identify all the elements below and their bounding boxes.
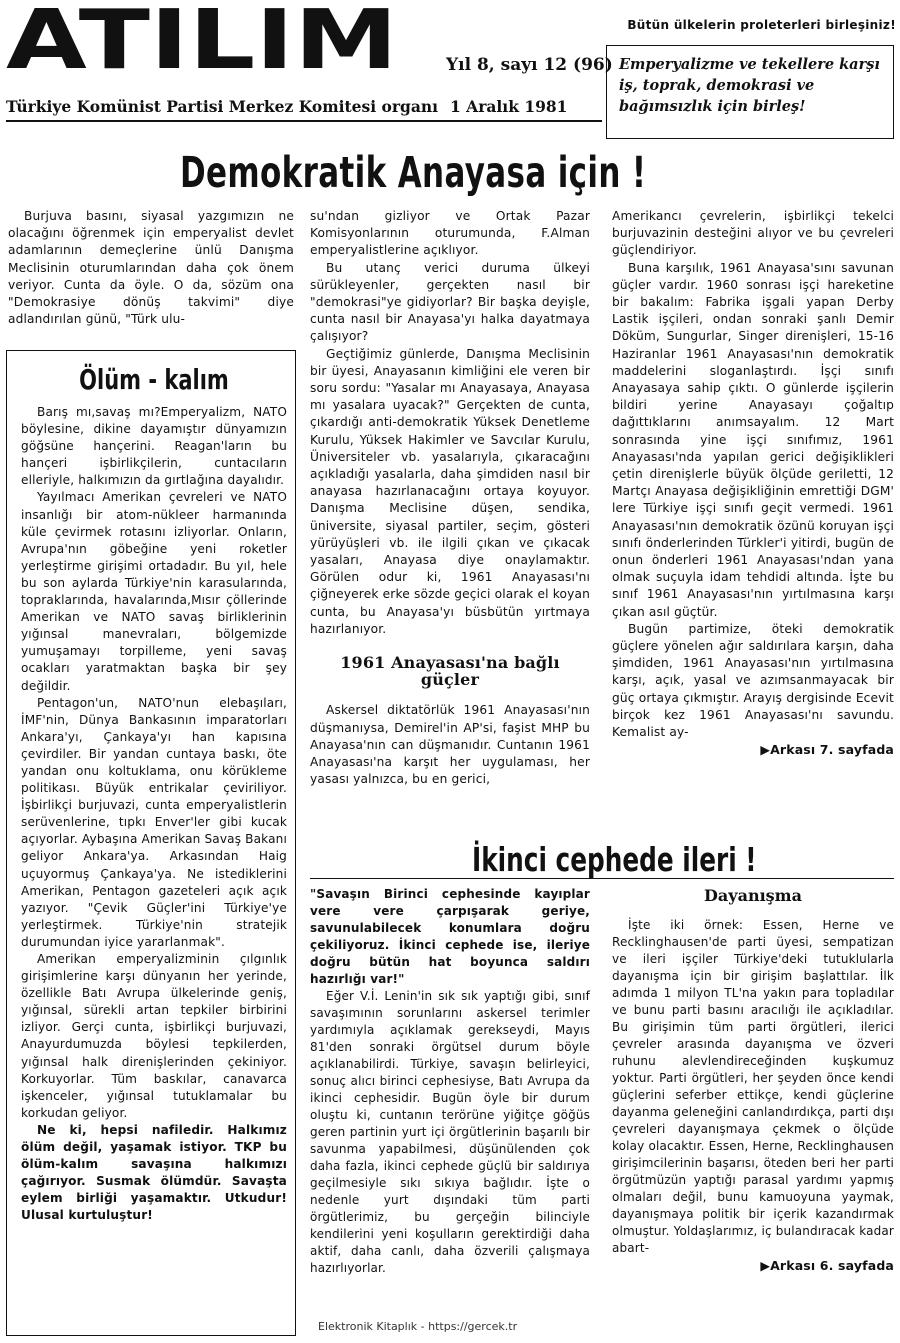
issue-date: 1 Aralık 1981 [450, 97, 568, 116]
second-paragraph: "Savaşın Birinci cephesinde kayıplar vere vere çarpışarak geriye, savunulabilecek konumlara doğru çekiliyoruz. İkinci cephede ise, ileriye doğru bütün hat boyunca saldırı hazırlığı var!" [310, 887, 590, 986]
right-column [612, 208, 894, 759]
solidarity-paragraph: İşte iki örnek: Essen, Herne ve Recklinghausen'de parti üyesi, sempatizan ve ileri işçiler Türkiye'deki tutuklularla dayanışma için bir girişim başlattılar. İlk adımda 1 milyon TL'na yakın para topladılar ve bunu parti basını aracılığı ile açıkladılar. Bu girişimin tüm parti örgütleri, ilerici çevreler arasında dayanışma ve özveri ruhunu alevlendireceğinden kuşkumuz yoktur. Parti örgütleri, her şeyden önce kendi güçlerini seferber ettikçe, kendi güçlerine dayanma geleneğini canlandırdıkça, parti dışı çevreleri dayanışmaya çekmek o ölçüde kolay olacaktır. Essen, Herne, Recklinghausen girişimcilerinin başarısı, öteden beri her parti örgütmüzün yaptığı parasal yardımı yapmış olmaları değil, bunu kamuoyuna yaymak, dayanışmaya politik bir içerik kazandırmak olmuştur. Yoldaşlarımız, iç bulandıracak kadar abart- [612, 918, 894, 1255]
second-paragraph: Eğer V.İ. Lenin'in sık sık yaptığı gibi, sınıf savaşımının sorunlarını askersel terimler yardımıyla açıklamak gerekseydi, Mayıs 81'den sonraki örgütsel durum böyle açıklanabilirdi. Türkiye, savaşın belirleyici, sonuç alıcı birinci cephesiyse, Batı Avrupa da ikinci cephesidir. Bugün öyle bir durum oluştu ki, cuntanın terörüne yiğitçe göğüs geren partinin yurt içi örgütlerinin başarılı bir savunma yapabilmesi, düşünülenden çok daha fazla, ikinci cephede güçlü bir saldırıya geçilmesiyle sıkı sıkıya bağlıdır. İşte o nedenle yurt dışındaki tüm parti örgütlerimiz, bu gerçeğin bilinciyle kendilerini yeni koşulların gerektirdiği daha aktif, daha canlı, daha özverili çalışmaya hazırlıyorlar. [310, 989, 590, 1275]
solidarity-column [612, 886, 894, 1274]
right-paragraph: Bugün partimize, öteki demokratik güçlere yönelen ağır saldırılara karşın, daha şimdiden, 1961 Anayasası'nın yırtılmasına karşı, açık, yasal ve azımsanmayacak bir güç ortaya çıkmıştır. Arayış dergisinde Ecevit birçok kez 1961 Anayasası'nı savundu. Kemalist ay- [612, 621, 894, 740]
right-paragraph: Amerikancı çevrelerin, işbirlikçi tekelci burjuvazinin desteğini alıyor ve bu çevreleri güçlendiriyor. [612, 209, 894, 258]
section-rule [310, 878, 894, 879]
sidebar-box [6, 350, 296, 1336]
middle-subhead: 1961 Anayasası'na bağlı güçler [340, 653, 560, 690]
middle-column [310, 208, 590, 789]
sidebar-title: Ölüm - kalım [79, 363, 229, 396]
main-headline: Demokratik Anayasa için ! [180, 148, 647, 198]
masthead-logo [6, 2, 398, 74]
issue-number: Yıl 8, sayı 12 (96) [446, 55, 613, 75]
continued-note: ▶Arkası 7. sayfada [760, 742, 894, 758]
middle-paragraph: Geçtiğimiz günlerde, Danışma Meclisinin bir üyesi, Anayasanın kimliğini ele veren bir soru sordu: "Yasalar mı Anayasaya, Anayasa mı yasalara uyacak?" Gerçekten de cunta, çıkardığı anti-demokratik Yüksek Denetleme Kurulu, Yüksek Hakimler ve Savcılar Kurulu, Üniversiteler vb. yasalarıyla, çıkaracağını açıkladığı yasalarla, daha şimdiden nasıl bir anayasa hazırlanacağını ortaya koyuyor. Danışma Meclisine düşen, sendika, üniversite, siyasal partiler, seçim, gösteri yürüyüşleri vb. ile ilgili çıkan ve çıkacak yasaları, Anayasa diye onaylamaktır. Görülen odur ki, 1961 Anayasası'nı çiğneyerek erke sözde geçici olarak el koyan cunta, bu Anayasa'yı büsbütün yırtmaya hazırlanıyor. [310, 346, 590, 636]
intro-paragraph: Burjuva basını, siyasal yazgımızın ne olacağını öğrenmek için emperyalist devlet adamlarının demeçlerine ünlü Danışma Meclisinin oturumlarından daha çok önem veriyor. Cunta da öyle. O da, sözüm ona "Demokrasiye dönüş takvimi" diye adlandırılan günü, "Türk ulu- [8, 209, 294, 327]
middle-paragraph: Bu utanç verici duruma ülkeyi sürükleyenler, gerçekten nasıl bir "demokrasi"ye gidiyorlar? Bir başka deyişle, cunta nasıl bir Anayasa'yı halka dayatmaya çalışıyor? [310, 260, 590, 344]
sidebar-paragraph: Barış mı,savaş mı?Emperyalizm, NATO böylesine, dikine dayamıştır dünyamızın göğsüne hançerini. Reagan'ların bu hançeri işbirlikçilerin, cuntacıların elleriyle, halkımızın da gırtlağına dayalıdır. [21, 405, 287, 488]
middle-paragraph: su'ndan gizliyor ve Ortak Pazar Komisyonlarının oturumunda, F.Alman emperyalistlerine açıklıyor. [310, 209, 590, 258]
continued-note: ▶Arkası 6. sayfada [760, 1258, 894, 1273]
footer-source: Elektronik Kitaplık - https://gercek.tr [318, 1320, 518, 1333]
sidebar-paragraph: Yayılmacı Amerikan çevreleri ve NATO insanlığı bir atom-nükleer harmanında küle çevirmek rotasını izliyorlar. Onların, Avrupa'nın göbeğine yeni roketler yerleştirme girişimi ortadadır. Bu yıl, hele bu son aylarda Türkiye'nin karasularında, topraklarında, havalarında,Mısır çöllerinde Amerikan ve NATO savaş birliklerinin yığınsal manevraları, bölgemizde yumuşamayı torpilleme, yeni savaş ocakları yaratmaktan başka bir şey değildir. [21, 490, 287, 693]
second-headline: İkinci cephede ileri ! [472, 840, 757, 879]
slogan-box [606, 45, 894, 139]
sidebar-paragraph: Pentagon'un, NATO'nun elebaşıları, İMF'nin, Dünya Bankasının imparatorları Ankara'yı, Çankaya'yı han kapısına çevirdiler. Bir yandan cuntaya baskı, öte yandan onu koltuklama, onu körükleme politikası. Büyük entrikalar çeviriliyor. İşbirlikçi burjuvazi, cunta emperyalistlerin serüvenlerine, tıpkı Enver'ler gibi kucak açıyorlar. Aybaşına Amerikan Savaş Bakanı geliyor Ankara'ya. Arkasından Haig uçuyormuş Çankaya'ya. Ne istediklerini Amerikan, Pentagon gazeteleri açık açık yazıyor. "Çevik Güçler'ini Türkiye'ye yerleştirmek. Türkiye'nin stratejik durumundan iyice yararlanmak". [21, 695, 287, 949]
intro-column [8, 208, 294, 328]
organ-line: Türkiye Komünist Partisi Merkez Komitesi organı [6, 97, 439, 116]
middle-paragraph: Askersel diktatörlük 1961 Anayasası'nın düşmanıysa, Demirel'in AP'si, faşist MHP bu Anayasa'nın can düşmanıdır. Cuntanın 1961 Anayasası'na karşıt her uygulaması, her yasası yalnızca, bu en gerici, [310, 703, 590, 787]
masthead-motto: Bütün ülkelerin proleterleri birleşiniz! [627, 18, 896, 32]
masthead-rule [6, 120, 602, 122]
second-article-column [310, 886, 590, 1277]
solidarity-body [612, 917, 894, 1274]
sidebar-paragraph: Amerikan emperyalizminin çılgınlık girişimlerine karşı dünyanın her yerinde, özellikle Batı Avrupa ülkelerinde geniş, yığınsal, sürekli artan tepkiler birbirini izliyor. Gerçi cunta, işbirlikçi burjuvazi, Anayurdumuzda böylesi tepkilerden, yığınsal halk direnişlerinden çekiniyor. Korkuyorlar. Tüm baskılar, canavarca işkenceler, yığınsal tutuklamalar bu korkudan geliyor. [21, 952, 287, 1120]
right-paragraph: Buna karşılık, 1961 Anayasa'sını savunan güçler vardır. 1960 sonrası işçi hareketine bir bakalım: Fabrika işgali yapan Derby Lastik işçileri, ondan sonraki şanlı Demir Döküm, Sungurlar, Singer direnişleri, 15-16 Haziranlar 1961 Anayasası'nın demokratik maddelerini sloganlaştırdı. İşçi sınıfı Anayasaya sahip çıktı. O günlerde işçilerin bildiri yerine Anayasayı çoğaltıp dağıttıklarını anımsayalım. 12 Mart sonrasında yine işçi sınıfımız, 1961 Anayasası'nda yapılan gerici değişiklikleri çetin direnişlerle büyük ölçüde geriletti, 12 Martçı Anayasa değişikliğinin emrettiği DGM' lere Türkiye işçi sınıfı geçit vermedi. 1961 Anayasası'nın demokratik özünü koruyan işçi sınıfı önderlerinden Türkler'i yitirdi, bugün de onun önderleri 1961 Anayasası'ndan yana olmak suçuyla idam tehdidi altında. İşte bu sınıf 1961 Anayasası'nın yırtılmasına karşı çıkan asıl güçtür. [612, 260, 894, 619]
solidarity-title: Dayanışma [704, 886, 802, 905]
sidebar-paragraph: Ne ki, hepsi nafiledir. Halkımız ölüm değil, yaşamak istiyor. TKP bu ölüm-kalım savaşına halkımızı çağırıyor. Susmak ölümdür. Savaşta eylem birliği yaşamaktır. Utkudur! Ulusal kurtuluştur! [21, 1122, 287, 1223]
sidebar-body [21, 404, 287, 1225]
slogan-text: Emperyalizme ve tekellere karşı iş, toprak, demokrasi ve bağımsızlık için birleş! [619, 56, 880, 115]
masthead-title: ATILIM [6, 2, 398, 74]
